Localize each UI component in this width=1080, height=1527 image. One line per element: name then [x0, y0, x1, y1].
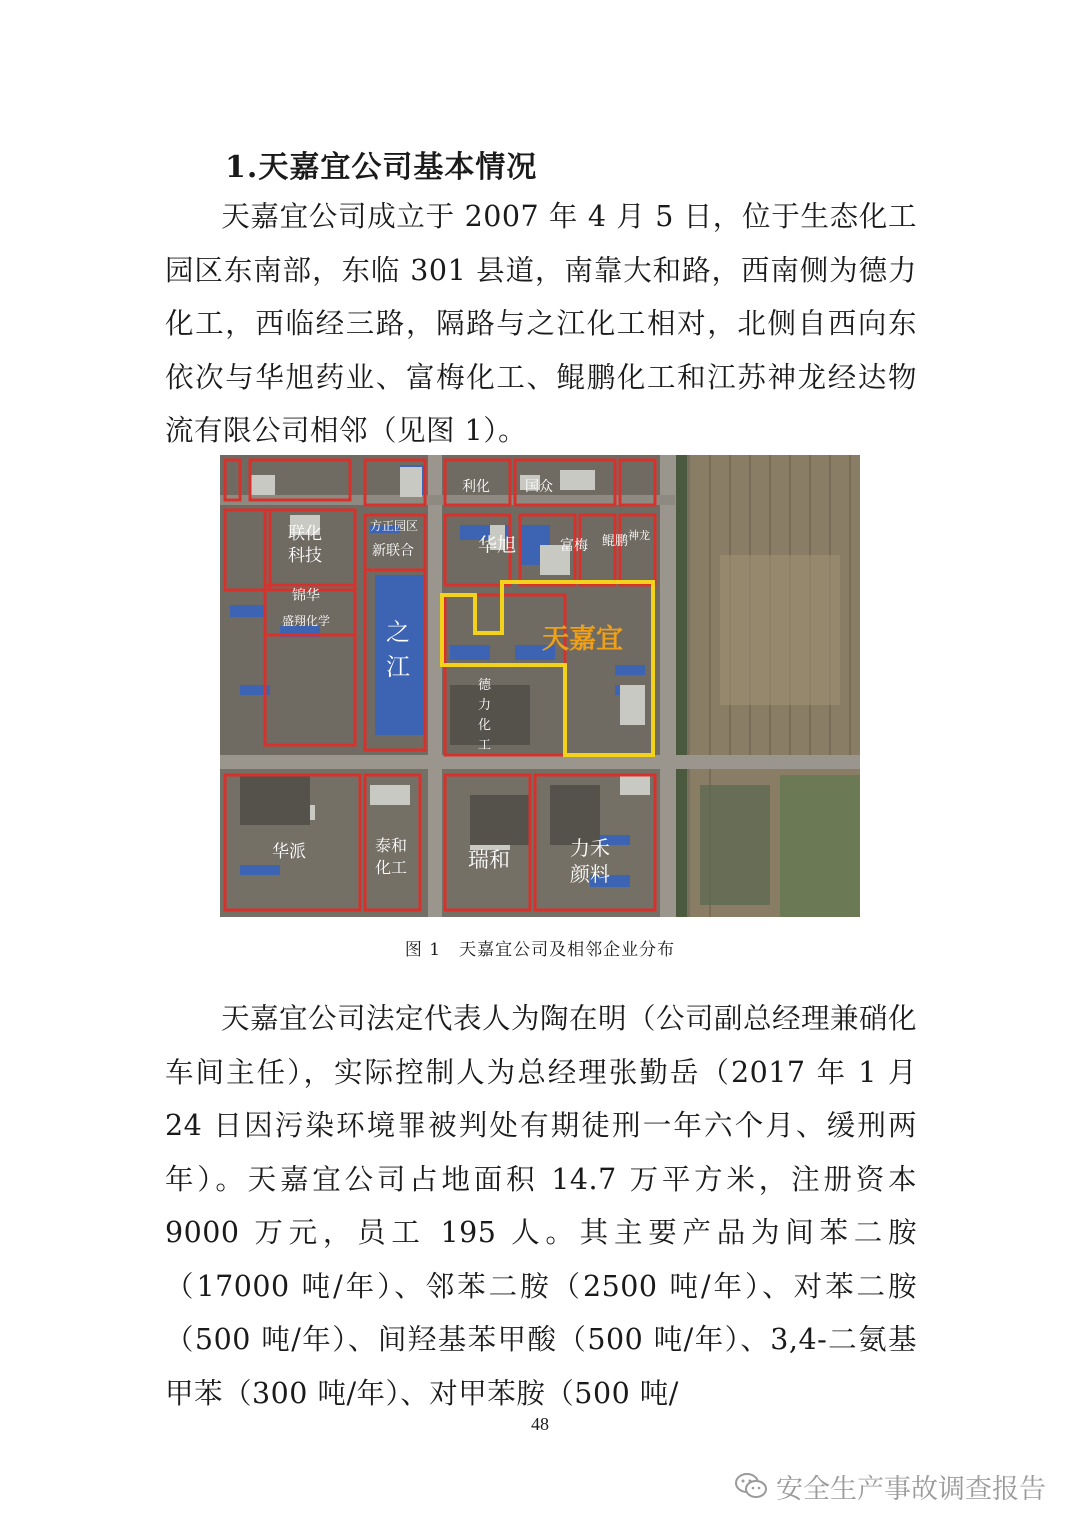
paragraph-company-location: 天嘉宜公司成立于 2007 年 4 月 5 日，位于生态化工园区东南部，东临 301 县道，南靠大和路，西南侧为德力化工，西临经三路，隔路与之江化工相对，北侧自西向东依次与华旭药业、富梅化工、鲲鹏化工和江苏神龙经达物流有限公司相邻（见图 1）。	[165, 200, 917, 447]
satellite-map	[220, 455, 860, 917]
map-label-taihe-huagong: 化工	[375, 858, 408, 877]
map-label-xinlianhe: 新联合	[372, 543, 414, 559]
watermark-text: 安全生产事故调查报告	[776, 1473, 1046, 1505]
map-label-jiang: 江	[386, 653, 410, 681]
satellite-map-figure	[220, 455, 860, 917]
map-label-taihe: 泰和	[375, 836, 408, 855]
map-label-yanliao: 颜料	[570, 862, 610, 886]
map-label-lianhua: 联化	[288, 524, 322, 544]
map-label-huapai: 华派	[272, 842, 306, 862]
map-label-keji: 科技	[288, 546, 322, 566]
section-heading: 1.天嘉宜公司基本情况	[225, 150, 538, 185]
map-label-zhi: 之	[386, 618, 410, 646]
map-label-guozhong: 国众	[525, 479, 553, 495]
map-label-fangzheng: 方正园区	[370, 519, 419, 533]
wechat-icon	[734, 1471, 768, 1501]
map-label-ruihe: 瑞和	[468, 848, 510, 872]
map-label-hua: 化	[478, 718, 492, 733]
map-label-shengxiang: 盛翔化学	[282, 614, 331, 628]
map-label-lihua: 利化	[462, 479, 490, 495]
figure-caption: 图 1 天嘉宜公司及相邻企业分布	[404, 940, 676, 960]
map-label-kunpeng: 鲲鹏	[602, 534, 629, 549]
paragraph-company-details: 天嘉宜公司法定代表人为陶在明（公司副总经理兼硝化车间主任），实际控制人为总经理张勤岳（2017 年 1 月 24 日因污染环境罪被判处有期徒刑一年六个月、缓刑两年）。天嘉宜公司占地面积 14.7 万平方米，注册资本 9000 万元，员工 195 人。其主要产品为间苯二胺（17000 吨/年）、邻苯二胺（2500 吨/年）、对苯二胺（500 吨/年）、间羟基苯甲酸（500 吨/年）、3,4-二氨基甲苯（300 吨/年）、对甲苯胺（500 吨/	[165, 1002, 918, 1410]
map-label-gong: 工	[478, 738, 492, 753]
map-label-de: 德	[478, 678, 492, 693]
map-label-huaxu: 华旭	[478, 534, 517, 556]
map-label-lihe: 力禾	[570, 836, 610, 860]
map-label-tianjiayi: 天嘉宜	[542, 624, 623, 655]
map-label-fumei: 富梅	[560, 538, 588, 554]
map-label-li: 力	[478, 698, 492, 713]
map-label-jinhua: 锦华	[292, 588, 320, 604]
watermark	[734, 1466, 1046, 1506]
page-number: 48	[531, 1414, 549, 1434]
map-label-shenlong: 神龙	[628, 529, 650, 542]
